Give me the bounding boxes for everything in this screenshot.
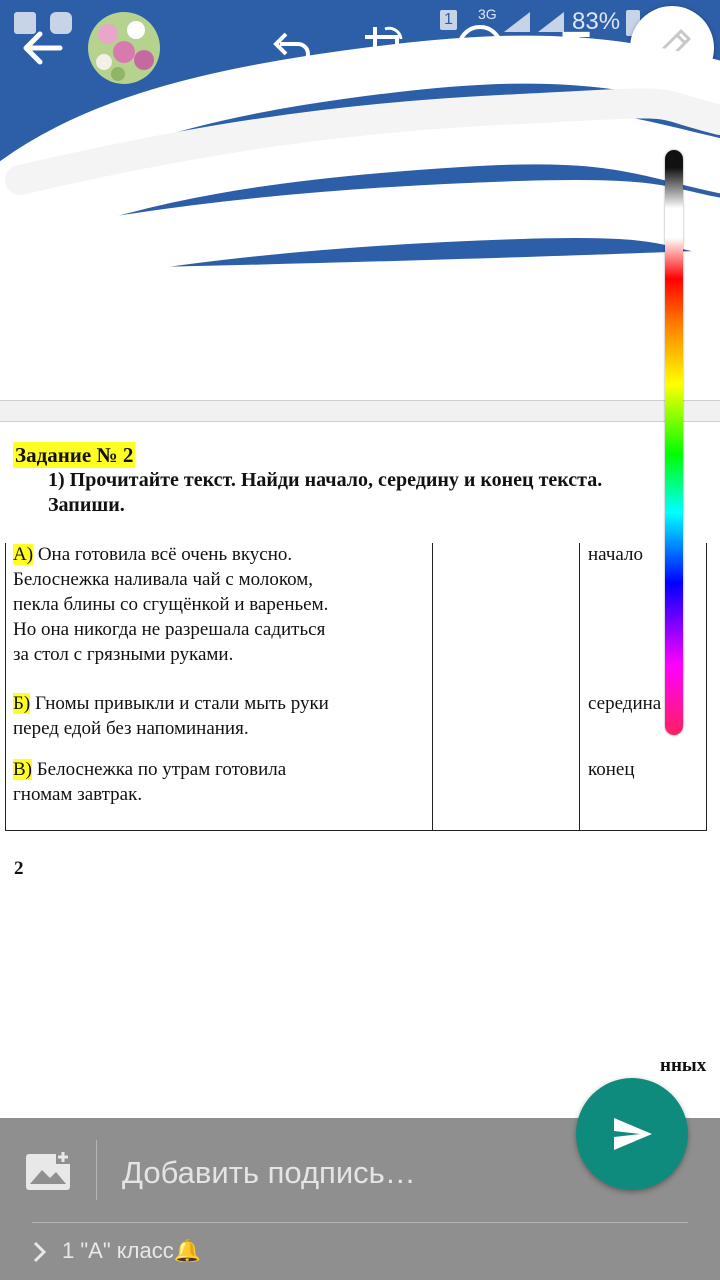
row-text-line: Она готовила всё очень вкусно. — [37, 544, 293, 565]
recipient-chevron-button[interactable] — [30, 1238, 50, 1271]
row-label: начало — [588, 544, 643, 565]
row-text-line: Гномы привыкли и стали мыть руки — [35, 693, 329, 714]
document-divider — [0, 400, 720, 422]
recipient-label[interactable]: 1 "А" класс🔔 — [62, 1238, 202, 1263]
table-row — [13, 542, 423, 667]
caption-input[interactable] — [120, 1150, 564, 1196]
text-icon: T — [561, 22, 591, 74]
send-button[interactable] — [576, 1078, 688, 1190]
color-picker-bar[interactable] — [665, 150, 683, 735]
caption-divider — [96, 1140, 97, 1200]
row-label: середина — [588, 693, 662, 714]
row-marker: Б) — [13, 693, 31, 714]
fragment-number: 2 — [14, 858, 24, 879]
table-row — [13, 691, 423, 741]
table-column-divider — [579, 543, 580, 830]
row-text-line: Но она никогда не разрешала садиться — [13, 619, 326, 640]
add-photo-icon — [26, 1150, 70, 1190]
fragment-tail: нных — [660, 1055, 707, 1076]
row-label: конец — [588, 759, 635, 780]
task-title: Задание № 2 — [15, 443, 134, 467]
send-icon — [610, 1114, 654, 1154]
battery-percent: 83% — [572, 8, 621, 35]
sim-indicator: 1 — [440, 10, 457, 30]
add-media-button[interactable] — [26, 1150, 70, 1190]
recipient-divider — [32, 1222, 688, 1223]
chevron-right-icon — [30, 1238, 50, 1266]
row-text-line: Белоснежка наливала чай с молоком, — [13, 569, 314, 590]
row-marker: А) — [13, 544, 34, 565]
table-column-divider — [432, 543, 433, 830]
row-text-line: Белоснежка по утрам готовила — [36, 759, 287, 780]
drawing-scribble — [0, 0, 720, 290]
task-instruction-continued: Запиши. — [48, 494, 125, 516]
row-text-line: перед едой без напоминания. — [13, 718, 249, 739]
row-marker: В) — [13, 759, 32, 780]
task-instruction: 1) Прочитайте текст. Найди начало, середину и конец текста. — [48, 469, 603, 491]
row-text-line: за стол с грязными руками. — [13, 644, 234, 665]
table-row — [13, 757, 423, 807]
row-text-line: гномам завтрак. — [13, 784, 143, 805]
network-type: 3G — [478, 6, 497, 22]
row-text-line: пекла блины со сгущёнкой и вареньем. — [13, 594, 329, 615]
